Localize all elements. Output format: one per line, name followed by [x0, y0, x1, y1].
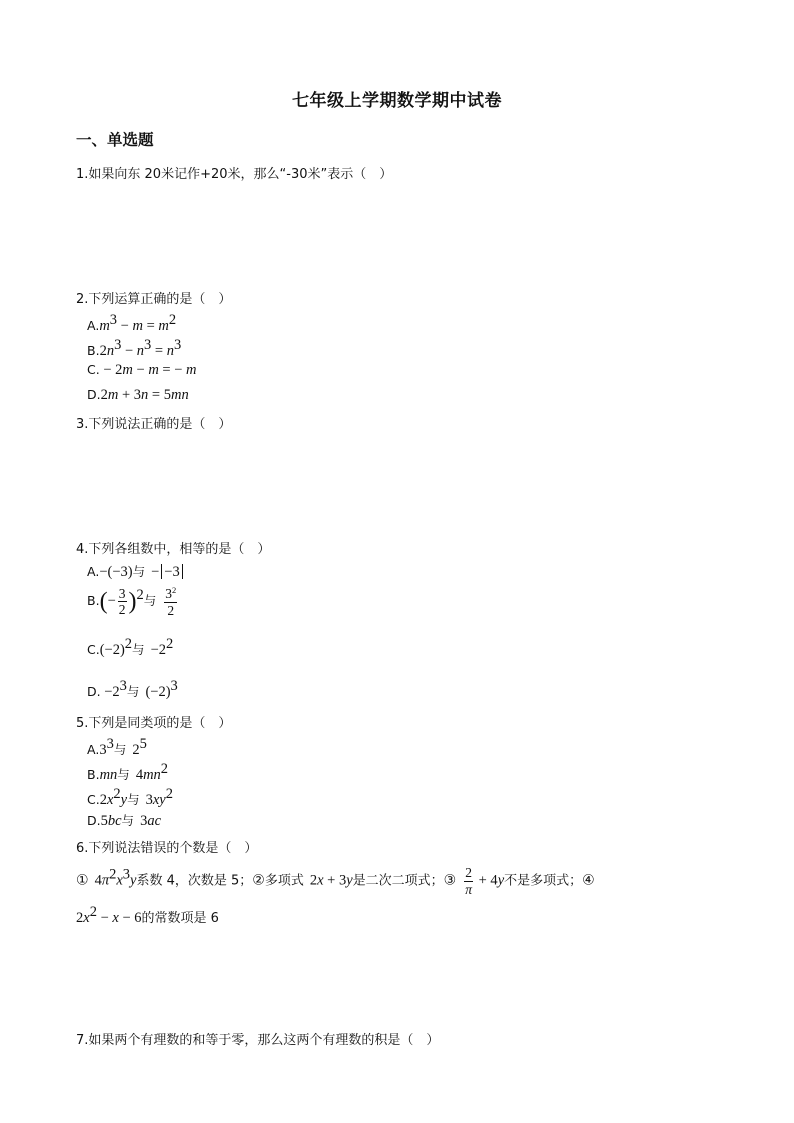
q6-statements-line-1: ① $4\pi^2x^3y$系数 4，次数是 5；②多项式 2x + 3y是二次二项式；③ $\frac{2}{\pi}$ + 4y不是多项式；④	[76, 865, 595, 897]
q6-statements-line-2: $2x^2 - x - 6$的常数项是 6	[76, 904, 219, 926]
connector-text: 与	[127, 792, 140, 807]
page-title: 七年级上学期数学期中试卷	[292, 91, 502, 111]
option-label: D.	[87, 813, 101, 828]
connector-text: 与	[132, 564, 146, 579]
question-3: 3.下列说法正确的是（ ）	[76, 417, 232, 432]
connector-text: 与	[143, 593, 157, 608]
question-6: 6.下列说法错误的个数是（ ）	[76, 841, 258, 856]
q2-option-d[interactable]: D.2m + 3n = 5mn	[87, 387, 189, 403]
q5-option-c[interactable]: $C.2x^2y$与 $3xy^2$	[87, 786, 173, 808]
option-label: B.	[87, 343, 100, 358]
connector-text: 与	[121, 813, 135, 828]
option-label: C.	[87, 362, 100, 377]
statement-marker: ③	[443, 872, 457, 889]
statement-text: 不是多项式；	[504, 873, 583, 889]
q5-option-a[interactable]: $A.3^3$与 $2^5$	[87, 736, 147, 758]
statement-marker: ②	[252, 872, 265, 889]
q4-option-d[interactable]: D. $-2^3$与 $(-2)^3$	[87, 678, 178, 700]
option-label: B.	[87, 593, 100, 608]
q2-option-c[interactable]: C. − 2m − m = − m	[87, 362, 197, 378]
q4-option-b[interactable]: B.(− $\frac{3}{2}$ )$^2$与 $\frac{3^2}{2}$	[87, 585, 177, 618]
statement-text: 是二次二项式；	[352, 873, 444, 889]
q4-option-a[interactable]: A.−(−3)与 − −3	[87, 562, 185, 581]
connector-text: 与	[126, 684, 140, 699]
question-7: 7.如果两个有理数的和等于零，那么这两个有理数的积是（ ）	[76, 1033, 440, 1048]
section-heading: 一、单选题	[76, 131, 154, 149]
statement-marker: ④	[582, 872, 595, 889]
option-label: D.	[87, 684, 101, 699]
statement-marker: ①	[76, 872, 89, 889]
option-label: A.	[87, 742, 100, 757]
connector-text: 与	[132, 642, 145, 657]
option-label: C.	[87, 792, 100, 807]
option-label: D.	[87, 387, 101, 402]
option-label: B.	[87, 767, 100, 782]
question-5: 5.下列是同类项的是（ ）	[76, 716, 232, 731]
option-label: A.	[87, 564, 100, 579]
statement-text: 的常数项是 6	[141, 911, 219, 926]
question-1: 1.如果向东 20米记作+20米，那么“-30米”表示（ ）	[76, 167, 393, 182]
q5-option-d[interactable]: D.5bc与 3ac	[87, 813, 161, 829]
statement-text: 系数 4，次数是 5；	[136, 873, 253, 889]
q4-option-c[interactable]: $C.(-2)^2$与 $-2^2$	[87, 636, 174, 658]
option-label: C.	[87, 642, 100, 657]
question-4: 4.下列各组数中，相等的是（ ）	[76, 542, 271, 557]
q5-option-b[interactable]: B.mn与 $4mn^2$	[87, 761, 169, 783]
connector-text: 与	[113, 742, 127, 757]
question-2: 2.下列运算正确的是（ ）	[76, 292, 232, 307]
q2-option-a[interactable]: $A.m^3 - m = m^2$	[87, 312, 177, 334]
q2-option-b[interactable]: $B.2n^3 - n^3 = n^3$	[87, 337, 182, 359]
connector-text: 与	[117, 767, 130, 782]
statement-text: 多项式	[264, 873, 304, 889]
option-label: A.	[87, 318, 100, 333]
